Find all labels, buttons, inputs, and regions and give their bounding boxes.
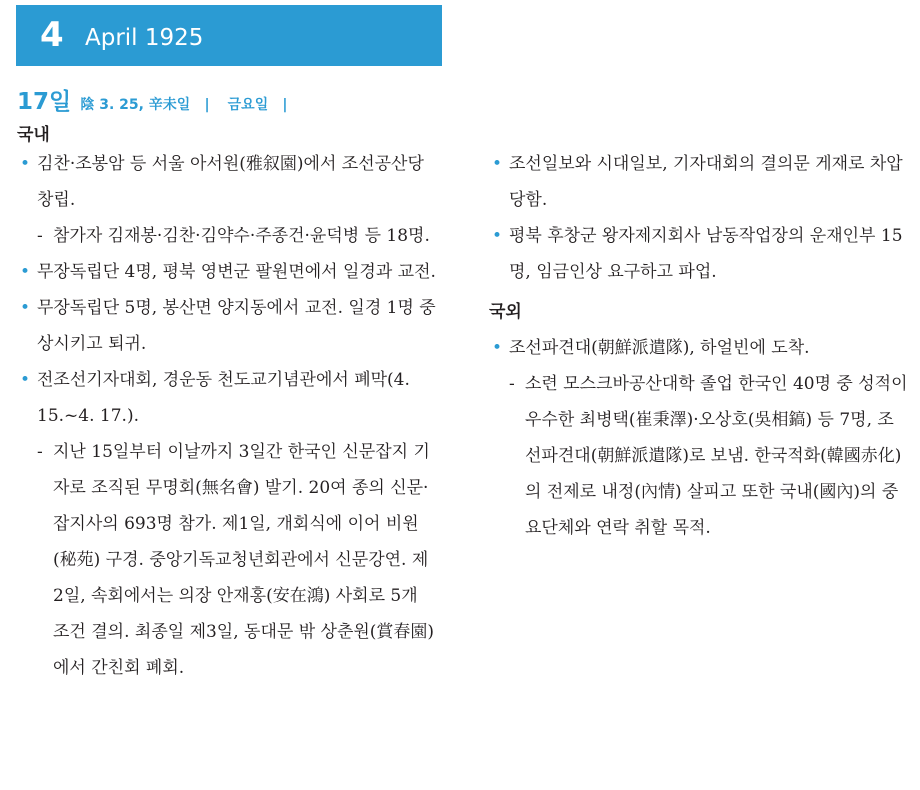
month-banner [16,5,442,66]
right-column [489,146,909,546]
day-number: 17일 [17,89,72,115]
item-text: 조선파견대(朝鮮派遣隊), 하얼빈에 도착. [509,338,810,358]
day-heading [17,83,296,116]
bullet-icon: • [20,154,31,174]
dash-icon: - [509,374,515,394]
item-text: 평북 후창군 왕자제지회사 남동작업장의 운재인부 15명, 임금인상 요구하고 파업. [509,226,903,282]
list-item [17,290,437,362]
item-text: 무장독립단 5명, 봉산면 양지동에서 교전. 일경 1명 중상시키고 퇴귀. [37,298,436,354]
sub-item-text: 참가자 김재봉·김찬·김약수·주종건·윤덕병 등 18명. [53,226,430,246]
list-item [17,362,437,434]
bullet-icon: • [492,338,503,358]
bullet-icon: • [20,262,31,282]
list-item [489,146,909,218]
month-title: April 1925 [85,25,204,51]
section-heading-overseas: 국외 [489,302,522,322]
item-text: 무장독립단 4명, 평북 영변군 팔원면에서 일경과 교전. [37,262,436,282]
item-text: 김찬·조봉암 등 서울 아서원(雅叙園)에서 조선공산당 창립. [37,154,424,210]
section-heading-domestic: 국내 [17,125,50,145]
bullet-icon: • [20,370,31,390]
bullet-icon: • [492,154,503,174]
list-item [17,254,437,290]
separator: | [204,97,210,113]
bullet-icon: • [20,298,31,318]
month-number: 4 [40,15,64,55]
left-column [17,146,437,686]
separator-end: | [282,97,288,113]
lunar-date: 陰 3. 25, 辛未일 [80,97,191,113]
sub-item [489,366,909,546]
item-text: 조선일보와 시대일보, 기자대회의 결의문 게재로 차압당함. [509,154,903,210]
item-text: 전조선기자대회, 경운동 천도교기념관에서 폐막(4. 15.~4. 17.). [37,370,410,426]
weekday: 금요일 [227,97,269,113]
list-item [489,218,909,290]
sub-item [17,218,437,254]
dash-icon: - [37,226,43,246]
sub-item-text: 소련 모스크바공산대학 졸업 한국인 40명 중 성적이 우수한 최병택(崔秉澤)·오상호(吳相鎬) 등 7명, 조선파견대(朝鮮派遣隊)로 보냄. 한국적화(韓國赤化)의 전제로 내정(內情) 살피고 또한 국내(國內)의 중요단체와 연락 취할 목적. [525,374,908,538]
list-item [489,330,909,366]
sub-item-text: 지난 15일부터 이날까지 3일간 한국인 신문잡지 기자로 조직된 무명회(無名會) 발기. 20여 종의 신문·잡지사의 693명 참가. 제1일, 개회식에 이어 비원(秘苑) 구경. 중앙기독교청년회관에서 신문강연. 제2일, 속회에서는 의장 안재홍(安在鴻) 사회로 5개 조건 결의. 최종일 제3일, 동대문 밖 상춘원(賞春園)에서 간친회 폐회. [53,442,435,678]
list-item [17,146,437,218]
bullet-icon: • [492,226,503,246]
dash-icon: - [37,442,43,462]
sub-item [17,434,437,686]
